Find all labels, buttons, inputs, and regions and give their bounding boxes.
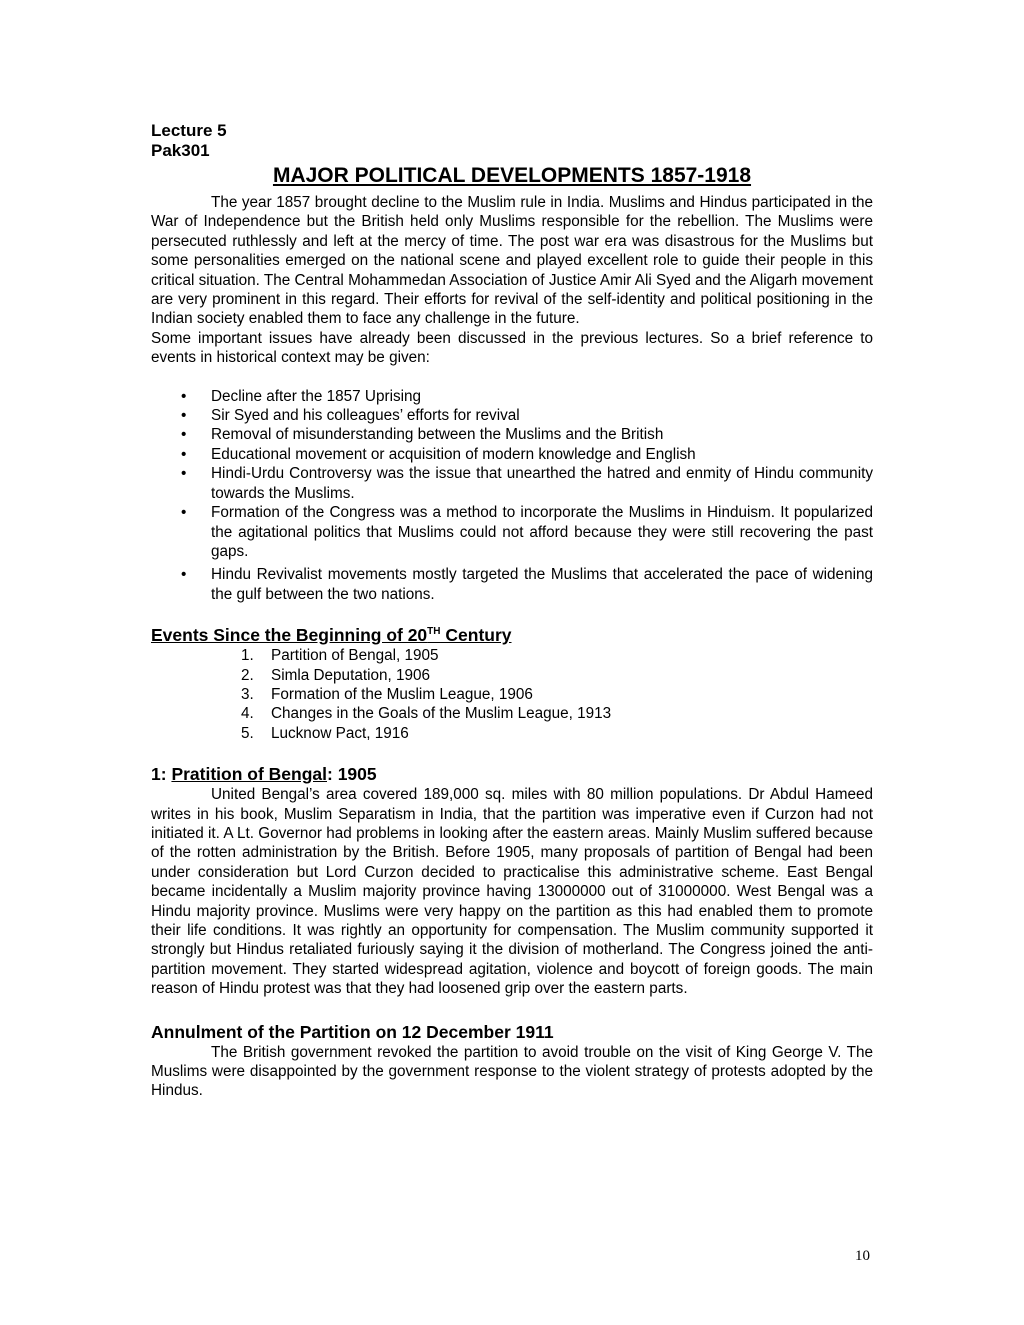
bullet-item: • Hindu Revivalist movements mostly targeted the Muslims that accelerated the pace of widening the gulf between the two nations. xyxy=(181,566,873,603)
bullet-item: • Formation of the Congress was a method to incorporate the Muslims in Hinduism. It popularized the agitational politics that Muslims could not afford because they were still recovering the past gaps. xyxy=(181,504,873,560)
bullet-dot-icon: • xyxy=(181,407,187,425)
list-item: 3. Formation of the Muslim League, 1906 xyxy=(241,685,533,703)
list-item: 5. Lucknow Pact, 1916 xyxy=(241,724,409,742)
bullet-dot-icon: • xyxy=(181,445,187,463)
document-page xyxy=(151,121,873,1101)
bullet-dot-icon: • xyxy=(181,387,187,405)
bullet-dot-icon: • xyxy=(181,566,187,584)
lecture-label: Lecture 5 xyxy=(151,121,227,140)
intro-paragraph-2: Some important issues have already been discussed in the previous lectures. So a brief reference to events in historical context may be given: xyxy=(151,329,873,367)
events-list xyxy=(151,646,873,743)
list-item: 4. Changes in the Goals of the Muslim League, 1913 xyxy=(241,705,612,723)
events-section-heading: Events Since the Beginning of 20TH Century xyxy=(151,625,512,646)
bullet-dot-icon: • xyxy=(181,426,187,444)
page-number: 10 xyxy=(855,1248,870,1264)
list-item: 2. Simla Deputation, 1906 xyxy=(241,666,431,684)
bullet-item: • Sir Syed and his colleagues’ efforts for revival xyxy=(181,407,520,425)
bullet-item: • Decline after the 1857 Uprising xyxy=(181,387,422,405)
bengal-section-heading: 1: Pratition of Bengal: 1905 xyxy=(151,764,377,785)
bullet-dot-icon: • xyxy=(181,465,187,483)
course-code: Pak301 xyxy=(151,141,210,160)
document-title: MAJOR POLITICAL DEVELOPMENTS 1857-1918 xyxy=(272,164,752,187)
bengal-paragraph: United Bengal’s area covered 189,000 sq. miles with 80 million populations. Dr Abdul Hameed writes in his book, Muslim Separatism in India, that the partition was imperative even if Curzon had not initiated it. A Lt. Governor had problems in looking after the eastern areas. Mainly Muslim suffered because of the rotten administration by the British. Before 1905, many proposals of partition of Bengal had been under consideration but Lord Curzon decided to practicalise this administrative scheme. East Bengal became incidentally a Muslim majority province having 13000000 out of 31000000. West Bengal was a Hindu majority province. Muslims were very happy on the partition as this had enabled them to promote their life conditions. It was rightly an opportunity for compensation. The Muslim community supported it strongly but Hindus retaliated furiously saying it the division of motherland. The Congress joined the anti-partition movement. They started widespread agitation, violence and boycott of foreign goods. The main reason of Hindu protest was that they had loosened grip over the eastern parts. xyxy=(151,786,873,998)
annulment-section-heading: Annulment of the Partition on 12 December 1911 xyxy=(151,1021,554,1042)
annulment-paragraph: The British government revoked the partition to avoid trouble on the visit of King George V. The Muslims were disappointed by the government response to the violent strategy of protests adopted by the Hindus. xyxy=(151,1043,873,1100)
intro-paragraph: The year 1857 brought decline to the Muslim rule in India. Muslims and Hindus participated in the War of Independence but the British held only Muslims responsible for the rebellion. The Muslims were persecuted ruthlessly and left at the mercy of time. The post war era was disastrous for the Muslims but some personalities emerged on the national scene and played excellent role to guide their people in this critical situation. The Central Mohammedan Association of Justice Amir Ali Syed and the Aligarh movement are very prominent in this regard. Their efforts for revival of the self-identity and political positioning in the Indian society enabled them to face any challenge in the future. xyxy=(151,194,873,328)
issues-bullet-list xyxy=(151,387,873,604)
heading-superscript: TH xyxy=(427,626,441,638)
bullet-item: • Removal of misunderstanding between the Muslims and the British xyxy=(181,426,664,444)
bullet-dot-icon: • xyxy=(181,504,187,522)
bullet-item: • Educational movement or acquisition of modern knowledge and English xyxy=(181,445,696,463)
list-item: 1. Partition of Bengal, 1905 xyxy=(241,647,439,665)
bullet-item: • Hindi-Urdu Controversy was the issue that unearthed the hatred and enmity of Hindu community towards the Muslims. xyxy=(181,465,873,502)
